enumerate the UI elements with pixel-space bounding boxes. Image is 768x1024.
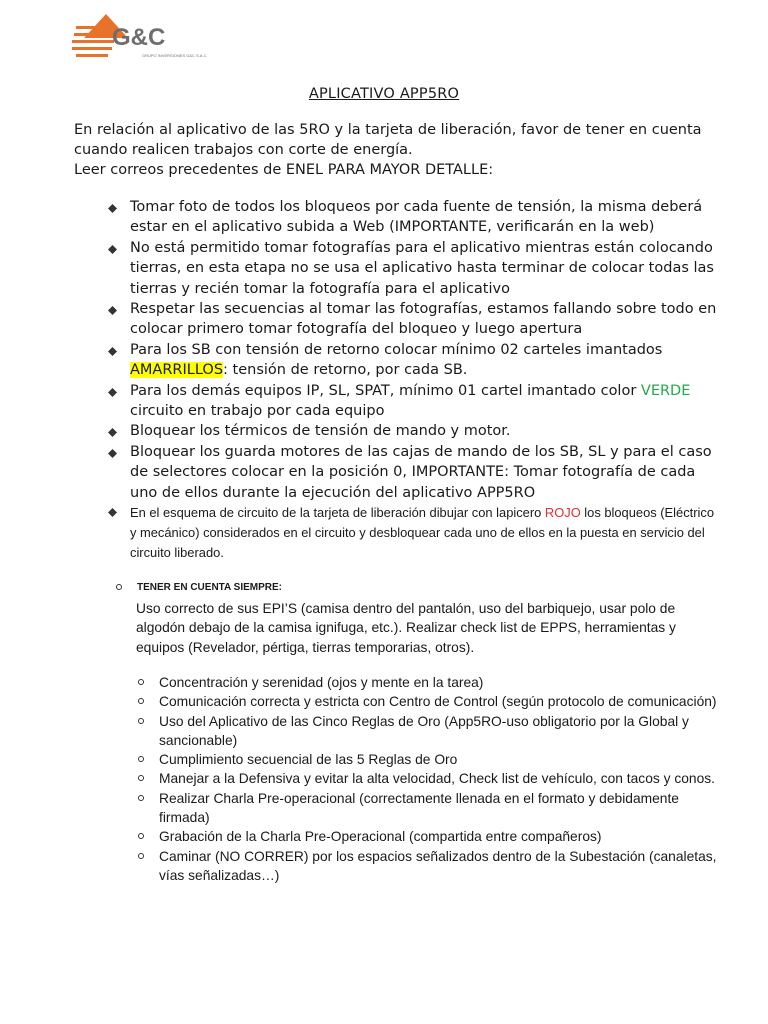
sublist-item xyxy=(138,712,718,751)
circle-bullet-icon xyxy=(138,795,144,801)
sublist-item xyxy=(138,827,718,846)
circle-bullet-icon xyxy=(138,679,144,685)
sublist-item xyxy=(138,847,718,886)
list-item xyxy=(108,503,718,563)
diamond-bullet-icon xyxy=(108,508,117,517)
always-consider-section xyxy=(116,580,716,657)
circle-bullet-icon xyxy=(138,775,144,781)
sublist-item-text: Concentración y serenidad (ojos y mente en la tarea) xyxy=(159,675,484,690)
circle-bullet-icon xyxy=(116,584,122,590)
instructions-list xyxy=(108,197,718,563)
logo-mark-icon xyxy=(72,12,232,62)
list-item xyxy=(108,197,718,238)
list-item xyxy=(108,421,718,441)
diamond-bullet-icon xyxy=(108,245,117,254)
sublist-item xyxy=(138,789,718,828)
circle-bullet-icon xyxy=(138,756,144,762)
sublist-item-text: Comunicación correcta y estricta con Centro de Control (según protocolo de comunicación) xyxy=(159,694,717,710)
list-item-text: Tomar foto de todos los bloqueos por cada fuente de tensión, la misma deberá estar en el aplicativo subida a Web (IMPORTANTE, verificarán en la web) xyxy=(130,199,703,236)
list-item xyxy=(108,381,718,422)
diamond-bullet-icon xyxy=(108,388,117,397)
sublist-item-text: Cumplimiento secuencial de las 5 Reglas de Oro xyxy=(159,752,458,768)
diamond-bullet-icon xyxy=(108,449,117,458)
circle-bullet-icon xyxy=(138,853,144,859)
section-text: Uso correcto de sus EPI’S (camisa dentro del pantalón, uso del barbiquejo, usar polo de algodón debajo de la camisa ignifuga, etc.). Realizar check list de EPPS, herramientas y equipos (Revelador, pértiga, tierras temporarias, otros). xyxy=(136,601,676,655)
list-item xyxy=(108,238,718,299)
list-item xyxy=(108,299,718,340)
list-item-text: circuito en trabajo por cada equipo xyxy=(130,403,385,420)
sublist-item-text: Manejar a la Defensiva y evitar la alta velocidad, Check list de vehículo, con tacos y conos. xyxy=(159,771,715,787)
highlighted-text: AMARRILLOS xyxy=(130,362,224,379)
svg-text:GRUPO INVERSIONES G&C S.A.C.: GRUPO INVERSIONES G&C S.A.C. xyxy=(142,53,208,58)
diamond-bullet-icon xyxy=(108,306,117,315)
list-item xyxy=(108,442,718,503)
list-item-text: En el esquema de circuito de la tarjeta de liberación dibujar con lapicero xyxy=(130,505,545,521)
section-heading-text: TENER EN CUENTA SIEMPRE: xyxy=(137,582,283,593)
sublist-item-text: Realizar Charla Pre-operacional (correctamente llenada en el formato y debidamente firmada) xyxy=(159,790,679,826)
diamond-bullet-icon xyxy=(108,204,117,213)
sublist-item xyxy=(138,692,718,711)
intro-text xyxy=(74,120,714,180)
red-text: ROJO xyxy=(544,505,581,521)
list-item-text: No está permitido tomar fotografías para el aplicativo mientras están colocando tierras, en esta etapa no se usa el aplicativo hasta terminar de colocar todas las tierras y recién tomar la fotografía para el aplicativo xyxy=(130,239,714,297)
intro-paragraph: Leer correos precedentes de ENEL PARA MAYOR DETALLE: xyxy=(74,162,494,178)
circle-bullet-icon xyxy=(138,718,144,724)
circle-bullet-icon xyxy=(138,698,144,704)
green-text: VERDE xyxy=(640,382,691,399)
list-item-text: Bloquear los térmicos de tensión de mando y motor. xyxy=(130,423,511,440)
section-heading xyxy=(116,580,716,596)
list-item-text: Bloquear los guarda motores de las cajas de mando de los SB, SL y para el caso de selectores colocar en la posición 0, IMPORTANTE: Tomar fotografía de cada uno de ellos durante la ejecución del aplicativo APP5RO xyxy=(130,443,712,501)
sublist-item-text: Grabación de la Charla Pre-Operacional (compartida entre compañeros) xyxy=(159,829,602,845)
list-item-text: Para los demás equipos IP, SL, SPAT, mínimo 01 cartel imantado color xyxy=(130,382,641,399)
list-item-text: Respetar las secuencias al tomar las fotografías, estamos fallando sobre todo en colocar primero tomar fotografía del bloqueo y luego apertura xyxy=(130,301,717,338)
sublist-item xyxy=(138,673,718,692)
list-item xyxy=(108,340,718,381)
company-logo xyxy=(72,12,232,62)
circle-bullet-icon xyxy=(138,833,144,839)
diamond-bullet-icon xyxy=(108,428,117,437)
diamond-bullet-icon xyxy=(108,347,117,356)
page-title: APLICATIVO APP5RO xyxy=(308,86,460,102)
sublist-item-text: Caminar (NO CORRER) por los espacios señalizados dentro de la Subestación (canaletas, vías señalizadas…) xyxy=(159,848,717,883)
sublist-item xyxy=(138,750,718,769)
sublist-item-text: Uso del Aplicativo de las Cinco Reglas de Oro (App5RO-uso obligatorio por la Global y sancionable) xyxy=(159,713,689,748)
list-item-text: : tensión de retorno, por cada SB. xyxy=(223,362,468,379)
sublist-item xyxy=(138,769,718,788)
list-item-text: Para los SB con tensión de retorno colocar mínimo 02 carteles imantados xyxy=(130,341,663,358)
intro-paragraph: En relación al aplicativo de las 5RO y la tarjeta de liberación, favor de tener en cuenta cuando realicen trabajos con corte de energía. xyxy=(74,122,702,158)
svg-text:G&C: G&C xyxy=(112,24,166,51)
safety-sublist xyxy=(138,673,718,885)
list-item-text: los bloqueos (Eléctrico y mecánico) considerados en el circuito y desbloquear cada uno de ellos en la puesta en servicio del circuito liberado. xyxy=(130,505,714,561)
